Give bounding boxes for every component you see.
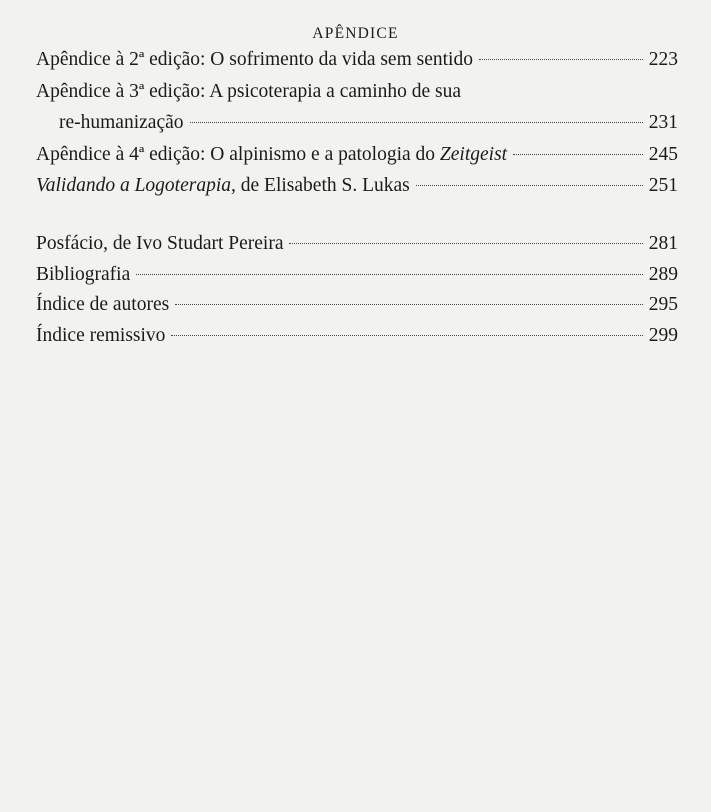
toc-entry-indice-autores: [36, 290, 678, 320]
toc-entry-apendice-3-line2: [59, 108, 678, 138]
toc-entry-validando: [36, 171, 678, 201]
toc-entry-page: 231: [648, 112, 678, 133]
toc-entry-title: [36, 140, 507, 170]
toc-entry-page: 289: [648, 264, 678, 285]
toc-entry-page: 251: [648, 175, 678, 196]
toc-entry-apendice-2: [36, 45, 678, 75]
toc-entry-apendice-4: [36, 140, 678, 170]
toc-entry-page: 299: [648, 325, 678, 346]
toc-entry-title-italic: Zeitgeist: [439, 144, 508, 165]
section-heading: APÊNDICE: [312, 25, 399, 42]
toc-entry-title-italic: Validando a Logoterapia,: [36, 175, 236, 196]
toc-entry-title-plain: de Elisabeth S. Lukas: [235, 175, 410, 196]
toc-entry-bibliografia: [36, 260, 678, 290]
toc-entry-title: Posfácio, de Ivo Studart Pereira: [36, 233, 284, 254]
toc-entry-title-plain: Apêndice à 4ª edição: O alpinismo e a patologia do: [36, 144, 440, 165]
dot-leader: [190, 122, 643, 123]
toc-entry-title-continued: re-humanização: [59, 112, 184, 133]
dot-leader: [479, 59, 643, 60]
toc-entry-page: 295: [648, 294, 678, 315]
toc-entry-title: Índice de autores: [36, 294, 170, 315]
toc-entry-title: Apêndice à 3ª edição: A psicoterapia a caminho de sua: [36, 81, 462, 102]
dot-leader: [175, 304, 643, 305]
dot-leader: [513, 154, 643, 155]
toc-entry-posfacio: [36, 229, 678, 259]
toc-entry-apendice-3-line1: [36, 77, 678, 107]
toc-entry-page: 281: [648, 233, 678, 254]
toc-entry-title: Apêndice à 2ª edição: O sofrimento da vida sem sentido: [36, 49, 473, 70]
dot-leader: [416, 185, 643, 186]
toc-entry-page: 223: [648, 49, 678, 70]
toc-entry-title: Índice remissivo: [36, 325, 166, 346]
toc-entry-title: Bibliografia: [36, 264, 131, 285]
toc-entry-indice-remissivo: [36, 321, 678, 351]
toc-entry-title: [36, 171, 410, 201]
dot-leader: [136, 274, 643, 275]
dot-leader: [171, 335, 642, 336]
toc-entry-page: 245: [648, 144, 678, 165]
dot-leader: [289, 243, 642, 244]
